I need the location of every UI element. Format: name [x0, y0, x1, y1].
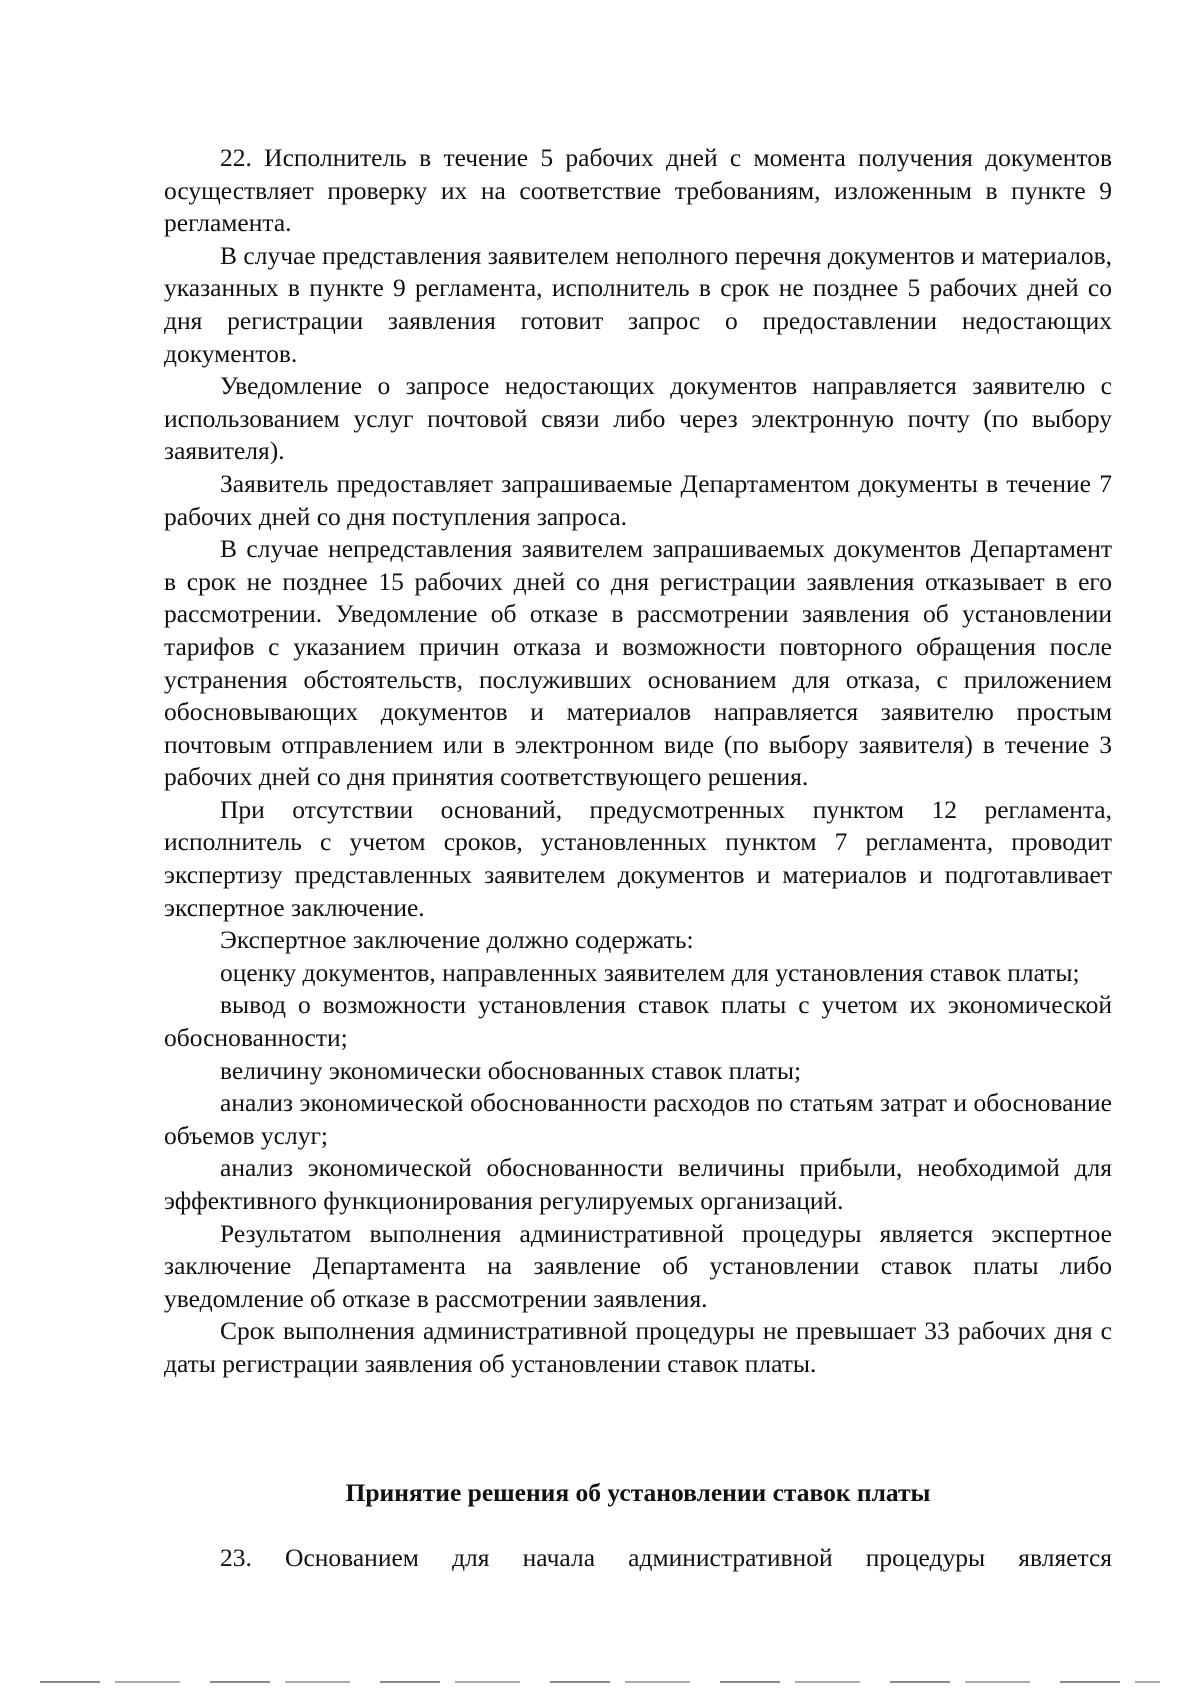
paragraph-notification: Уведомление о запросе недостающих документов направляется заявителю с использованием услуг почтовой связи либо через электронную почту (по выбору заявителя). [164, 371, 1112, 466]
paragraph-incomplete-documents: В случае представления заявителем неполного перечня документов и материалов, указанных в пункте 9 регламента, исполнитель в срок не позднее 5 рабочих дней со дня регистрации заявления готовит запрос о предоставлении недостающих документов. [164, 240, 1112, 368]
paragraph-deadline: Срок выполнения административной процедуры не превышает 33 рабочих дня с даты регистрации заявления об установлении ставок платы. [164, 1316, 1112, 1378]
paragraph-22: 22. Исполнитель в течение 5 рабочих дней с момента получения документов осуществляет проверку их на соответствие требованиям, изложенным в пункте 9 регламента. [164, 143, 1112, 238]
paragraph-23: 23. Основанием для начала административной процедуры является [220, 1543, 1112, 1572]
paragraph-expert-conclusion: Экспертное заключение должно содержать: [220, 925, 694, 955]
scan-edge-line [40, 1681, 1160, 1683]
list-item-evaluation: оценку документов, направленных заявителем для установления ставок платы; [220, 957, 1080, 987]
list-item-cost-analysis: анализ экономической обоснованности расходов по статьям затрат и обоснование объемов услуг; [164, 1088, 1112, 1150]
document-body [164, 142, 1112, 1381]
list-item-conclusion: вывод о возможности установления ставок платы с учетом их экономической обоснованности; [164, 990, 1112, 1053]
section-heading: Принятие решения об установлении ставок платы [345, 1478, 931, 1507]
paragraph-expertise: При отсутствии оснований, предусмотренных пунктом 12 регламента, исполнитель с учетом сроков, установленных пунктом 7 регламента, проводит экспертизу представленных заявителем документов и материалов и подготавливает экспертное заключение. [164, 794, 1112, 922]
paragraph-refusal: В случае непредставления заявителем запрашиваемых документов Департамент в срок не позднее 15 рабочих дней со дня регистрации заявления отказывает в его рассмотрении. Уведомление об отказе в рассмотрении заявления об установлении тарифов с указанием причин отказа и возможности повторного обращения после устранения обстоятельств, послуживших основанием для отказа, с приложением обосновывающих документов и материалов направляется заявителю простым почтовым отправлением или в электронном виде (по выбору заявителя) в течение 3 рабочих дней со дня принятия соответствующего решения. [164, 534, 1112, 792]
paragraph-applicant-provides: Заявитель предоставляет запрашиваемые Департаментом документы в течение 7 рабочих дней со дня поступления запроса. [164, 468, 1112, 531]
list-item-rate-value: величину экономически обоснованных ставок платы; [220, 1055, 802, 1085]
list-item-profit-analysis: анализ экономической обоснованности величины прибыли, необходимой для эффективного функционирования регулируемых организаций. [164, 1153, 1112, 1215]
paragraph-result: Результатом выполнения административной процедуры является экспертное заключение Департамента на заявление об установлении ставок платы либо уведомление об отказе в рассмотрении заявления. [164, 1218, 1112, 1313]
